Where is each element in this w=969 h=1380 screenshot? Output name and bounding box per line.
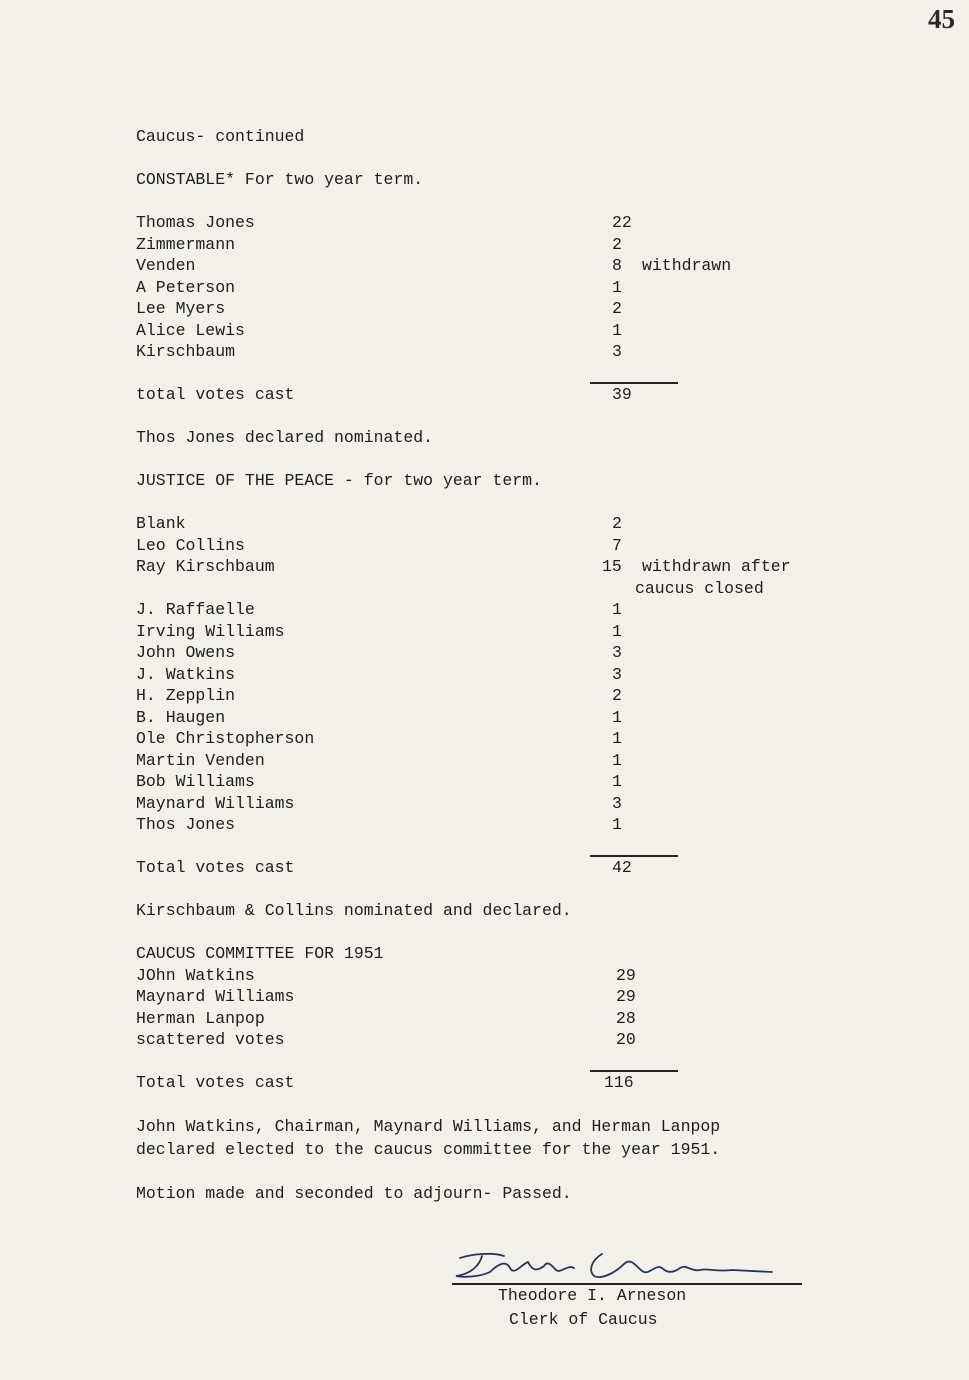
committee-total-row [136,1072,856,1094]
vote-count: 1 [612,707,622,727]
vote-row [136,707,856,729]
signer-title: Clerk of Caucus [509,1310,658,1329]
total-rule [590,855,678,857]
committee-heading: CAUCUS COMMITTEE FOR 1951 [136,944,384,963]
vote-count: 1 [612,621,622,641]
vote-count: 3 [612,342,622,361]
vote-count: 20 [616,1030,636,1049]
candidate-name: Kirschbaum [136,342,236,361]
vote-row [136,320,856,342]
vote-row [136,664,856,686]
candidate-name: H. Zepplin [136,686,236,705]
candidate-name: Thos Jones [136,815,236,834]
vote-row [136,556,856,578]
vote-count: 2 [612,234,622,254]
vote-count: 29 [616,987,636,1006]
vote-count: 1 [612,600,622,619]
section-header: Caucus- continued [136,127,305,146]
candidate-name: Maynard Williams [136,793,295,813]
vote-row [136,728,856,750]
vote-count: 3 [612,643,622,662]
candidate-name: Venden [136,256,196,275]
constable-result: Thos Jones declared nominated. [136,428,434,447]
candidate-name: Zimmermann [136,234,236,254]
vote-row [136,1029,856,1051]
vote-row [136,814,856,836]
total-label: Total votes cast [136,1073,295,1092]
candidate-name: Ray Kirschbaum [136,557,275,576]
vote-count: 1 [612,815,622,834]
candidate-name: A Peterson [136,277,236,297]
justice-results-group1 [136,513,856,599]
candidate-name: scattered votes [136,1030,285,1049]
vote-count: 8 [612,256,622,275]
handwritten-signature [452,1246,782,1286]
page-number: 45 [928,4,955,34]
withdrawn-note: withdrawn [642,256,732,275]
vote-count: 2 [612,514,622,533]
candidate-name: Herman Lanpop [136,1008,265,1028]
candidate-name: Lee Myers [136,299,226,318]
candidate-name: Ole Christopherson [136,729,315,748]
candidate-name: Irving Williams [136,621,285,641]
vote-count: 1 [612,750,622,770]
candidate-name: Blank [136,514,186,533]
candidate-name: JOhn Watkins [136,965,255,985]
vote-row [136,986,856,1008]
vote-count: 1 [612,772,622,791]
vote-row [136,255,856,277]
total-votes: 116 [604,1073,634,1092]
committee-results [136,965,856,1051]
vote-row [136,771,856,793]
vote-count: 28 [616,1008,636,1028]
candidate-name: Martin Venden [136,750,265,770]
total-label: Total votes cast [136,858,295,877]
vote-row [136,277,856,299]
vote-row [136,965,856,987]
minutes-body [136,126,856,1204]
vote-row [136,793,856,815]
note-continuation-row [136,578,856,600]
candidate-name: Leo Collins [136,535,245,555]
candidate-name: John Owens [136,643,236,662]
vote-count: 15 [602,557,622,576]
vote-row [136,685,856,707]
signer-name: Theodore I. Arneson [498,1286,687,1305]
vote-count: 1 [612,729,622,748]
justice-result: Kirschbaum & Collins nominated and declared. [136,901,572,920]
adjourn-motion: Motion made and seconded to adjourn- Passed. [136,1183,572,1203]
vote-row [136,642,856,664]
candidate-name: J. Watkins [136,664,236,684]
vote-row [136,234,856,256]
committee-result: John Watkins, Chairman, Maynard Williams, and Herman Lanpop declared elected to the caucus committee for the year 1951. [136,1117,721,1159]
candidate-name: B. Haugen [136,707,226,727]
vote-row [136,535,856,557]
constable-total-row [136,384,856,406]
vote-count: 3 [612,664,622,684]
vote-count: 2 [612,299,622,318]
total-votes: 39 [612,385,632,404]
candidate-name: Maynard Williams [136,987,295,1006]
withdrawn-note: withdrawn after [642,557,791,576]
vote-count: 7 [612,535,622,555]
total-votes: 42 [612,858,632,877]
total-label: total votes cast [136,385,295,404]
vote-row [136,750,856,772]
vote-row [136,212,856,234]
withdrawn-note-continued: caucus closed [635,578,764,598]
vote-count: 3 [612,793,622,813]
justice-total-row [136,857,856,879]
vote-count: 29 [616,965,636,985]
vote-row [136,298,856,320]
vote-row [136,621,856,643]
constable-heading: CONSTABLE* For two year term. [136,170,424,189]
total-rule [590,382,678,384]
candidate-name: J. Raffaelle [136,600,255,619]
signature-rule [452,1283,802,1285]
justice-heading: JUSTICE OF THE PEACE - for two year term. [136,471,542,490]
candidate-name: Alice Lewis [136,320,245,340]
constable-results [136,212,856,363]
vote-row [136,1008,856,1030]
vote-row [136,341,856,363]
vote-row [136,513,856,535]
candidate-name: Thomas Jones [136,213,255,232]
vote-count: 1 [612,320,622,340]
candidate-name: Bob Williams [136,772,255,791]
vote-count: 1 [612,277,622,297]
vote-count: 2 [612,686,622,705]
justice-results-group2 [136,599,856,836]
vote-row [136,599,856,621]
vote-count: 22 [612,213,632,232]
